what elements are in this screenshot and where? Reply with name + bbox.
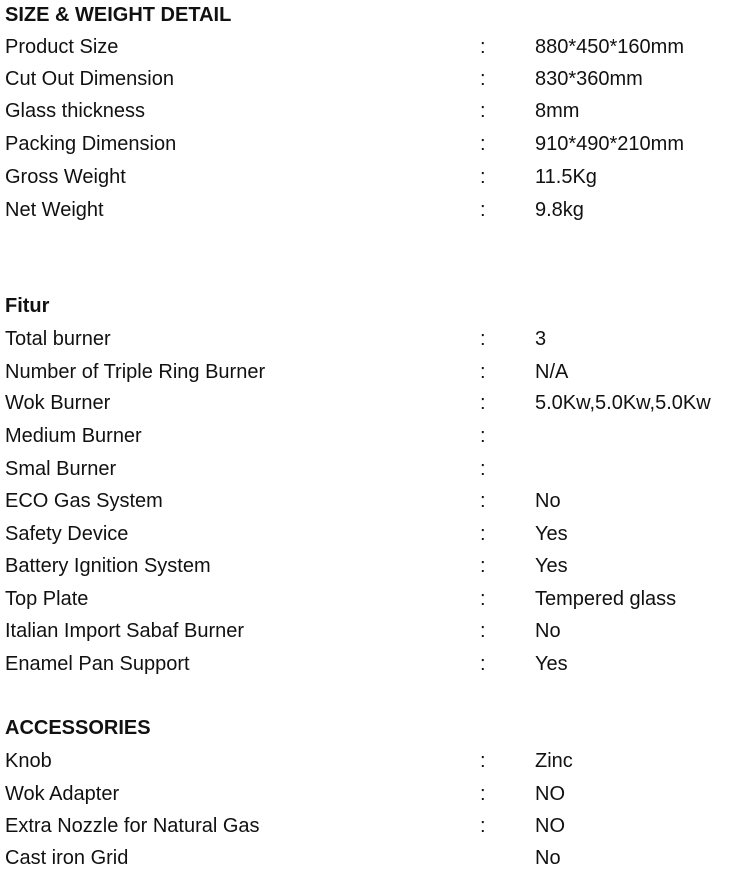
spec-separator: : (480, 620, 486, 642)
spec-label: Extra Nozzle for Natural Gas (5, 815, 260, 837)
spec-value: No (535, 490, 561, 512)
spec-label: Cast iron Grid (5, 847, 129, 869)
spec-separator: : (480, 750, 486, 772)
spec-label: Product Size (5, 36, 119, 58)
spec-separator: : (480, 36, 486, 58)
spec-value: Zinc (535, 750, 573, 772)
spec-separator: : (480, 133, 486, 155)
spec-separator: : (480, 361, 486, 383)
spec-separator: : (480, 490, 486, 512)
spec-value: Yes (535, 653, 568, 675)
spec-value: NO (535, 815, 565, 837)
spec-label: Cut Out Dimension (5, 68, 174, 90)
spec-separator: : (480, 425, 486, 447)
spec-label: Medium Burner (5, 425, 142, 447)
spec-separator: : (480, 588, 486, 610)
spec-value: No (535, 847, 561, 869)
spec-value: N/A (535, 361, 569, 383)
spec-value: 3 (535, 328, 547, 350)
spec-separator: : (480, 458, 486, 480)
spec-label: Safety Device (5, 523, 129, 545)
spec-separator: : (480, 555, 486, 577)
spec-value: Tempered glass (535, 588, 677, 610)
spec-value: 910*490*210mm (535, 133, 684, 155)
spec-value: 880*450*160mm (535, 36, 684, 58)
spec-value: NO (535, 783, 565, 805)
spec-label: Glass thickness (5, 100, 146, 122)
spec-separator: : (480, 328, 486, 350)
spec-separator: : (480, 166, 486, 188)
spec-label: Total burner (5, 328, 111, 350)
spec-separator: : (480, 68, 486, 90)
spec-separator: : (480, 815, 486, 837)
spec-separator: : (480, 523, 486, 545)
spec-value: 8mm (535, 100, 580, 122)
spec-label: Packing Dimension (5, 133, 177, 155)
spec-label: Battery Ignition System (5, 555, 211, 577)
spec-value: Yes (535, 555, 568, 577)
spec-label: Wok Burner (5, 392, 111, 414)
spec-label: Italian Import Sabaf Burner (5, 620, 245, 642)
section-title-size-weight: SIZE & WEIGHT DETAIL (5, 4, 232, 26)
spec-value: Yes (535, 523, 568, 545)
spec-label: Net Weight (5, 199, 104, 221)
spec-label: Top Plate (5, 588, 89, 610)
spec-value: 11.5Kg (535, 166, 597, 188)
spec-value: 9.8kg (535, 199, 584, 221)
spec-label: ECO Gas System (5, 490, 163, 512)
spec-separator: : (480, 653, 486, 675)
spec-label: Gross Weight (5, 166, 126, 188)
spec-value: 5.0Kw,5.0Kw,5.0Kw (535, 392, 711, 414)
spec-separator: : (480, 783, 486, 805)
spec-value: No (535, 620, 561, 642)
spec-label: Knob (5, 750, 52, 772)
spec-label: Enamel Pan Support (5, 653, 190, 675)
spec-label: Smal Burner (5, 458, 117, 480)
spec-label: Wok Adapter (5, 783, 120, 805)
spec-separator: : (480, 392, 486, 414)
section-title-fitur: Fitur (5, 295, 50, 317)
spec-separator: : (480, 199, 486, 221)
spec-value: 830*360mm (535, 68, 643, 90)
spec-label: Number of Triple Ring Burner (5, 361, 266, 383)
section-title-accessories: ACCESSORIES (5, 717, 151, 739)
spec-separator: : (480, 100, 486, 122)
